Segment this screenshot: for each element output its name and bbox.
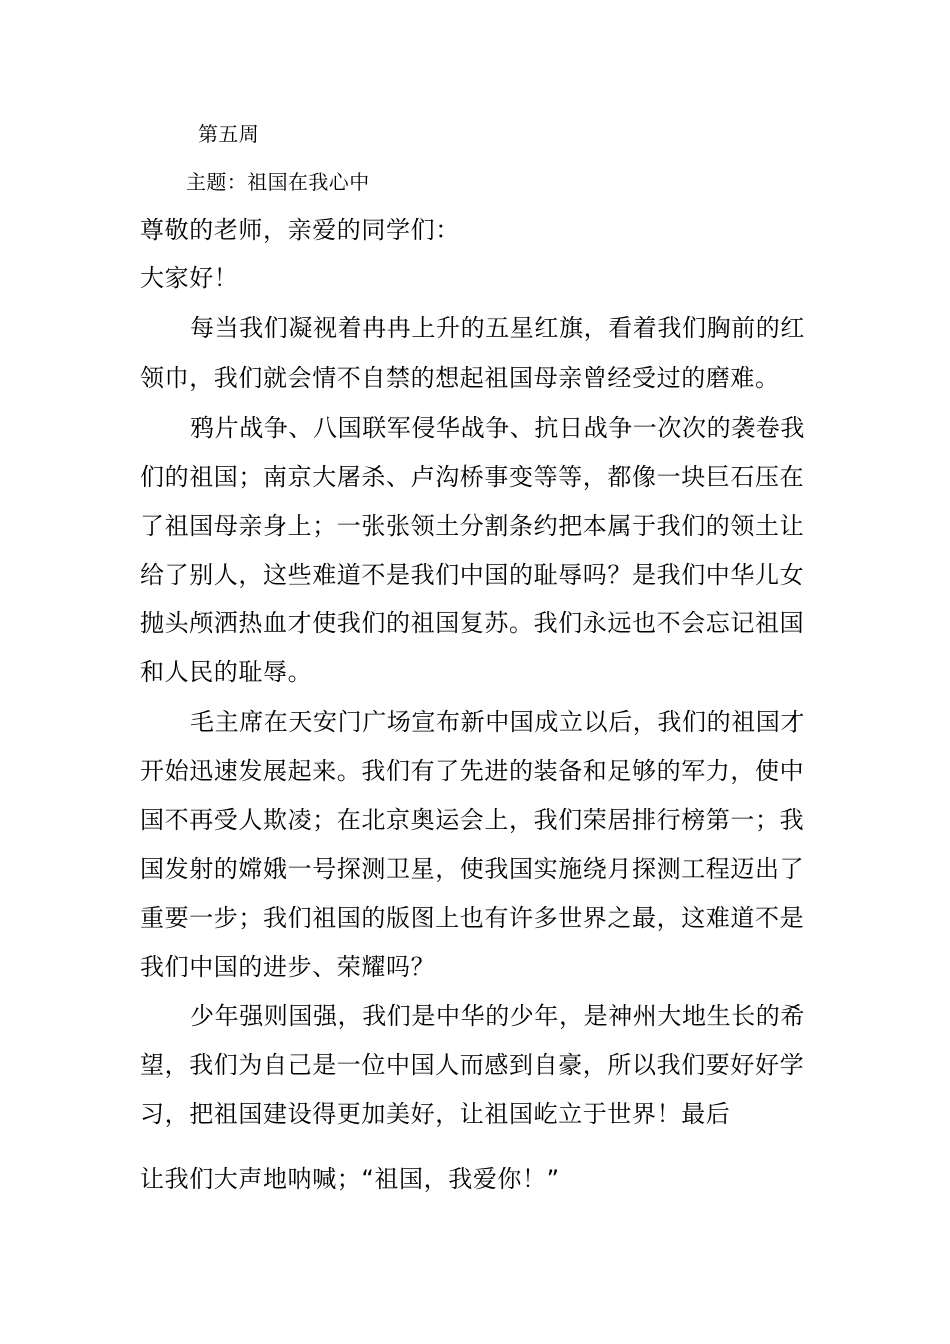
paragraph-2-line-6: 和人民的耻辱。 [140,658,313,686]
paragraph-2-line-5: 抛头颅洒热血才使我们的祖国复苏。我们永远也不会忘记祖国 [140,609,805,637]
paragraph-2-line-1: 鸦片战争、八国联军侵华战争、抗日战争一次次的袭卷我 [190,414,805,442]
paragraph-1-line-1: 每当我们凝视着冉冉上升的五星红旗，看着我们胸前的红 [190,314,805,342]
paragraph-3-line-2: 开始迅速发展起来。我们有了先进的装备和足够的军力，使中 [140,757,805,785]
paragraph-2-line-2: 们的祖国；南京大屠杀、卢沟桥事变等等，都像一块巨石压在 [140,463,805,491]
paragraph-3-line-1: 毛主席在天安门广场宣布新中国成立以后，我们的祖国才 [190,708,805,736]
paragraph-3-line-4: 国发射的嫦娥一号探测卫星，使我国实施绕月探测工程迈出了 [140,855,805,883]
paragraph-1-line-2: 领巾，我们就会情不自禁的想起祖国母亲曾经受过的磨难。 [140,364,780,392]
paragraph-2-line-3: 了祖国母亲身上；一张张领土分割条约把本属于我们的领土让 [140,512,805,540]
paragraph-4-line-3: 习，把祖国建设得更加美好，让祖国屹立于世界！最后 [140,1100,731,1128]
paragraph-3-line-3: 国不再受人欺凌；在北京奥运会上，我们荣居排行榜第一；我 [140,806,805,834]
greeting-line-2: 大家好！ [140,264,239,292]
greeting-line-1: 尊敬的老师，亲爱的同学们： [140,216,460,244]
theme-heading: 主题：祖国在我心中 [186,170,370,194]
paragraph-3-line-6: 我们中国的进步、荣耀吗？ [140,953,436,981]
week-heading: 第五周 [198,122,260,146]
closing-line: 让我们大声地呐喊；“祖国，我爱你！” [140,1165,560,1193]
paragraph-3-line-5: 重要一步；我们祖国的版图上也有许多世界之最，这难道不是 [140,904,805,932]
paragraph-2-line-4: 给了别人，这些难道不是我们中国的耻辱吗？是我们中华儿女 [140,561,805,589]
paragraph-4-line-2: 望，我们为自己是一位中国人而感到自豪，所以我们要好好学 [140,1051,805,1079]
paragraph-4-line-1: 少年强则国强，我们是中华的少年，是神州大地生长的希 [190,1002,805,1030]
